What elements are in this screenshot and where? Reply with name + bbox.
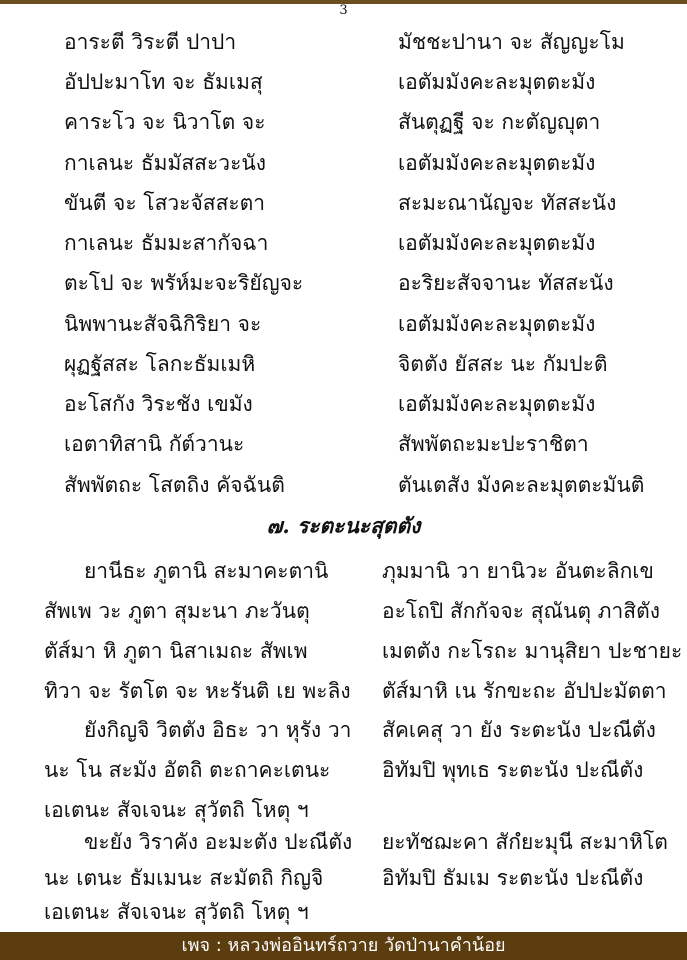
verse-left: ตัส์มา หิ ภูตา นิสาเมถะ สัพเพ	[44, 639, 308, 663]
footer-bar: เพจ : หลวงพ่ออินทร์ถวาย วัดป่านาคำน้อย	[0, 932, 687, 960]
verse-left: คาระโว จะ นิวาโต จะ	[64, 110, 266, 134]
verse-right: ภุมมานิ วา ยานิวะ อันตะลิกเข	[382, 559, 654, 583]
verse-left: ทิวา จะ รัตโต จะ หะรันติ เย พะลิง	[44, 679, 351, 703]
verse-left: อะโสกัง วิระชัง เขมัง	[64, 392, 253, 416]
verse-right: อะโถปิ สักกัจจะ สุณันตุ ภาสิตัง	[382, 599, 661, 623]
verse-right: ตัส์มาหิ เน รักขะถะ อัปปะมัตตา	[382, 679, 667, 703]
verse-left: ขะยัง วิราคัง อะมะตัง ปะณีตัง	[84, 830, 353, 854]
verse-right: ยะทัชฌะคา สักํยะมุนี สะมาหิโต	[382, 830, 668, 854]
verse-right: อิทัมปิ ธัมเม ระตะนัง ปะณีตัง	[382, 866, 644, 890]
verse-left: ยานีธะ ภูตานิ สะมาคะตานิ	[84, 559, 329, 583]
verse-left: กาเลนะ ธัมมัสสะวะนัง	[64, 151, 266, 175]
verse-left: สัพเพ วะ ภูตา สุมะนา ภะวันตุ	[44, 599, 310, 623]
verse-right: เมตตัง กะโรถะ มานุสิยา ปะชายะ	[382, 639, 683, 663]
verse-left: ยังกิญจิ วิตตัง อิธะ วา หุรัง วา	[84, 718, 352, 742]
page-number: 3	[339, 3, 348, 18]
verse-right: เอตัมมังคะละมุตตะมัง	[398, 151, 596, 175]
verse-left: ตะโป จะ พรัห์มะจะริยัญจะ	[64, 271, 304, 295]
verse-right: เอตัมมังคะละมุตตะมัง	[398, 312, 596, 336]
verse-left: ผุฏฐัสสะ โลกะธัมเมหิ	[64, 352, 256, 376]
verse-left: นิพพานะสัจฉิกิริยา จะ	[64, 312, 262, 336]
verse-left: นะ โน สะมัง อัตถิ ตะถาคะเตนะ	[44, 758, 331, 782]
section-heading: ๗. ระตะนะสุตตัง	[266, 513, 421, 538]
verse-right: เอตัมมังคะละมุตตะมัง	[398, 70, 596, 94]
verse-left: อัปปะมาโท จะ ธัมเมสุ	[64, 70, 263, 94]
verse-left: นะ เตนะ ธัมเมนะ สะมัตถิ กิญจิ	[44, 866, 324, 890]
verse-left: ขันตี จะ โสวะจัสสะตา	[64, 191, 266, 215]
verse-left: เอเตนะ สัจเจนะ สุวัตถิ โหตุ ฯ	[44, 798, 309, 822]
verse-left: อาระตี วิระตี ปาปา	[64, 30, 237, 54]
verse-right: มัชชะปานา จะ สัญญะโม	[398, 30, 625, 54]
verse-right: อิทัมปิ พุทเธ ระตะนัง ปะณีตัง	[382, 758, 644, 782]
verse-left: กาเลนะ ธัมมะสากัจฉา	[64, 231, 269, 255]
verse-left: เอตาทิสานิ กัต์วานะ	[64, 432, 245, 456]
verse-right: เอตัมมังคะละมุตตะมัง	[398, 231, 596, 255]
verse-right: สัคเคสุ วา ยัง ระตะนัง ปะณีตัง	[382, 718, 656, 742]
verse-right: สัพพัตถะมะปะราชิตา	[398, 432, 589, 456]
verse-right: จิตตัง ยัสสะ นะ กัมปะติ	[398, 352, 608, 376]
verse-right: ตันเตสัง มังคะละมุตตะมันติ	[398, 473, 645, 497]
verse-left: เอเตนะ สัจเจนะ สุวัตถิ โหตุ ฯ	[44, 900, 309, 924]
verse-left: สัพพัตถะ โสตถิง คัจฉันติ	[64, 473, 285, 497]
verse-right: สะมะณานัญจะ ทัสสะนัง	[398, 191, 617, 215]
verse-right: สันตุฏฐี จะ กะตัญญุตา	[398, 110, 601, 134]
verse-right: เอตัมมังคะละมุตตะมัง	[398, 392, 596, 416]
verse-right: อะริยะสัจจานะ ทัสสะนัง	[398, 271, 614, 295]
